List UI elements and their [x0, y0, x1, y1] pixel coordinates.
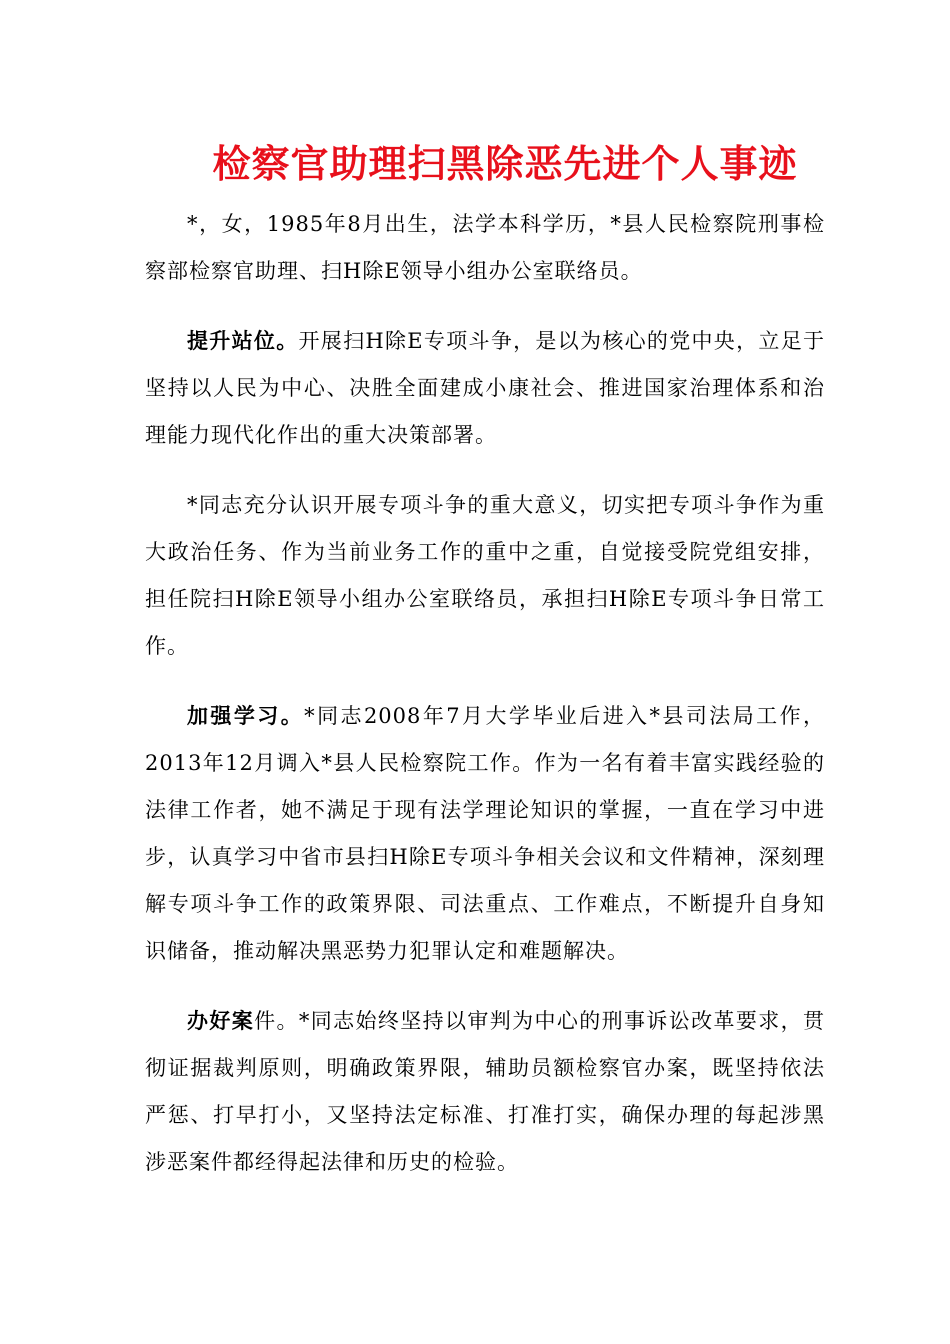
paragraph-cases	[145, 997, 825, 1186]
paragraph-text: *同志2008年7月大学毕业后进入*县司法局工作，2013年12月调入*县人民检察院工作。作为一名有着丰富实践经验的法律工作者，她不满足于现有法学理论知识的掌握，一直在学习中进步，认真学习中省市县扫H除E专项斗争相关会议和文件精神，深刻理解专项斗争工作的政策界限、司法重点、工作难点，不断提升自身知识储备，推动解决黑恶势力犯罪认定和难题解决。	[145, 704, 825, 963]
paragraph-text: *同志充分认识开展专项斗争的重大意义，切实把专项斗争作为重大政治任务、作为当前业务工作的重中之重，自觉接受院党组安排，担任院扫H除E领导小组办公室联络员，承担扫H除E专项斗争日常工作。	[145, 493, 825, 658]
paragraph-lead: 提升站位。	[187, 328, 299, 353]
paragraph-text: *，女，1985年8月出生，法学本科学历，*县人民检察院刑事检察部检察官助理、扫H除E领导小组办公室联络员。	[145, 212, 825, 283]
paragraph-raise-position	[145, 317, 825, 459]
document-title: 检察官助理扫黑除恶先进个人事迹	[212, 141, 798, 186]
document-body	[145, 200, 825, 1208]
paragraph-lead: 加强学习。	[187, 703, 305, 728]
paragraph-text: 开展扫H除E专项斗争，是以为核心的党中央，立足于坚持以人民为中心、决胜全面建成小康社会、推进国家治理体系和治理能力现代化作出的重大决策部署。	[145, 329, 825, 447]
paragraph-understanding	[145, 481, 825, 670]
paragraph-profile	[145, 200, 825, 295]
paragraph-lead: 办好案	[187, 1008, 255, 1033]
paragraph-text: 件。*同志始终坚持以审判为中心的刑事诉讼改革要求，贯彻证据裁判原则，明确政策界限，辅助员额检察官办案，既坚持依法严惩、打早打小，又坚持法定标准、打准打实，确保办理的每起涉黑涉恶案件都经得起法律和历史的检验。	[145, 1009, 825, 1174]
paragraph-study	[145, 692, 825, 975]
